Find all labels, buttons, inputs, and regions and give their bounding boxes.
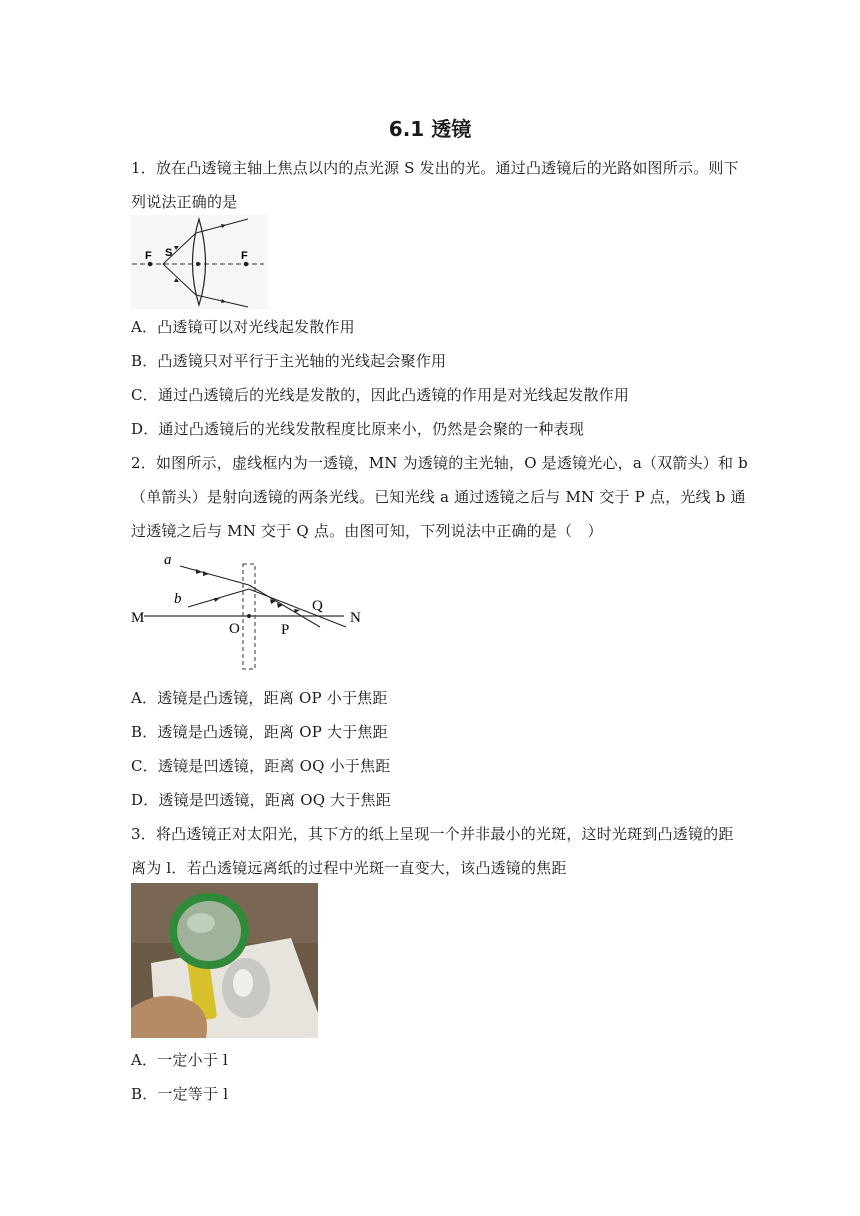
q2-figure-lens-diagram	[130, 549, 370, 673]
q1-option-c: C．通过凸透镜后的光线是发散的，因此凸透镜的作用是对光线起发散作用	[131, 386, 630, 404]
q3-text-line-1: 3．将凸透镜正对太阳光，其下方的纸上呈现一个并非最小的光斑，这时光斑到凸透镜的距	[131, 825, 734, 843]
label-a: a	[164, 552, 172, 568]
label-q: Q	[312, 598, 323, 614]
label-f-right: F	[241, 250, 248, 262]
focus-right-dot	[244, 262, 249, 267]
q3-option-a: A．一定小于 l	[131, 1051, 228, 1069]
arrow-b-incident	[214, 598, 220, 602]
focus-left-dot	[148, 262, 153, 267]
q1-option-d: D．通过凸透镜后的光线发散程度比原来小，仍然是会聚的一种表现	[131, 420, 585, 438]
q2-option-d: D．透镜是凹透镜，距离 OQ 大于焦距	[131, 791, 391, 809]
label-s: S	[165, 247, 173, 259]
q3-option-b: B．一定等于 l	[131, 1085, 229, 1103]
label-n: N	[350, 610, 361, 626]
ray-b-refracted	[249, 589, 346, 627]
q2-text-line-2: （单箭头）是射向透镜的两条光线。已知光线 a 通过透镜之后与 MN 交于 P 点，光线 b 通	[131, 488, 746, 506]
label-o: O	[229, 621, 240, 637]
q1-option-b: B．凸透镜只对平行于主光轴的光线起会聚作用	[131, 352, 447, 370]
q2-text-line-1: 2．如图所示，虚线框内为一透镜，MN 为透镜的主光轴，O 是透镜光心，a（双箭头）和 b	[131, 454, 748, 472]
arrow-b-refracted	[294, 609, 300, 613]
page-title: 6.1 透镜	[388, 117, 472, 141]
q2-option-c: C．透镜是凹透镜，距离 OQ 小于焦距	[131, 757, 391, 775]
q2-option-a: A．透镜是凸透镜，距离 OP 小于焦距	[131, 689, 388, 707]
q1-figure-convex-lens	[130, 215, 268, 309]
q3-magnifier-photo	[131, 883, 318, 1038]
q1-option-a: A．凸透镜可以对光线起发散作用	[131, 318, 355, 336]
label-f-left: F	[145, 250, 152, 262]
q2-text-line-3: 过透镜之后与 MN 交于 Q 点。由图可知，下列说法中正确的是（ ）	[131, 522, 603, 540]
label-p: P	[281, 622, 290, 638]
q1-text-line-1: 1．放在凸透镜主轴上焦点以内的点光源 S 发出的光。通过凸透镜后的光路如图所示。则下	[131, 159, 739, 177]
q1-text-line-2: 列说法正确的是	[131, 193, 238, 211]
q2-option-b: B．透镜是凸透镜，距离 OP 大于焦距	[131, 723, 388, 741]
q3-text-line-2: 离为 l．若凸透镜远离纸的过程中光斑一直变大，该凸透镜的焦距	[131, 859, 567, 877]
lens-center-dot	[196, 262, 200, 266]
ray-a-incident	[180, 566, 249, 585]
label-b: b	[174, 591, 182, 607]
optical-center-dot	[247, 614, 251, 618]
label-m: M	[131, 610, 145, 626]
ray-a-refracted	[249, 585, 320, 627]
